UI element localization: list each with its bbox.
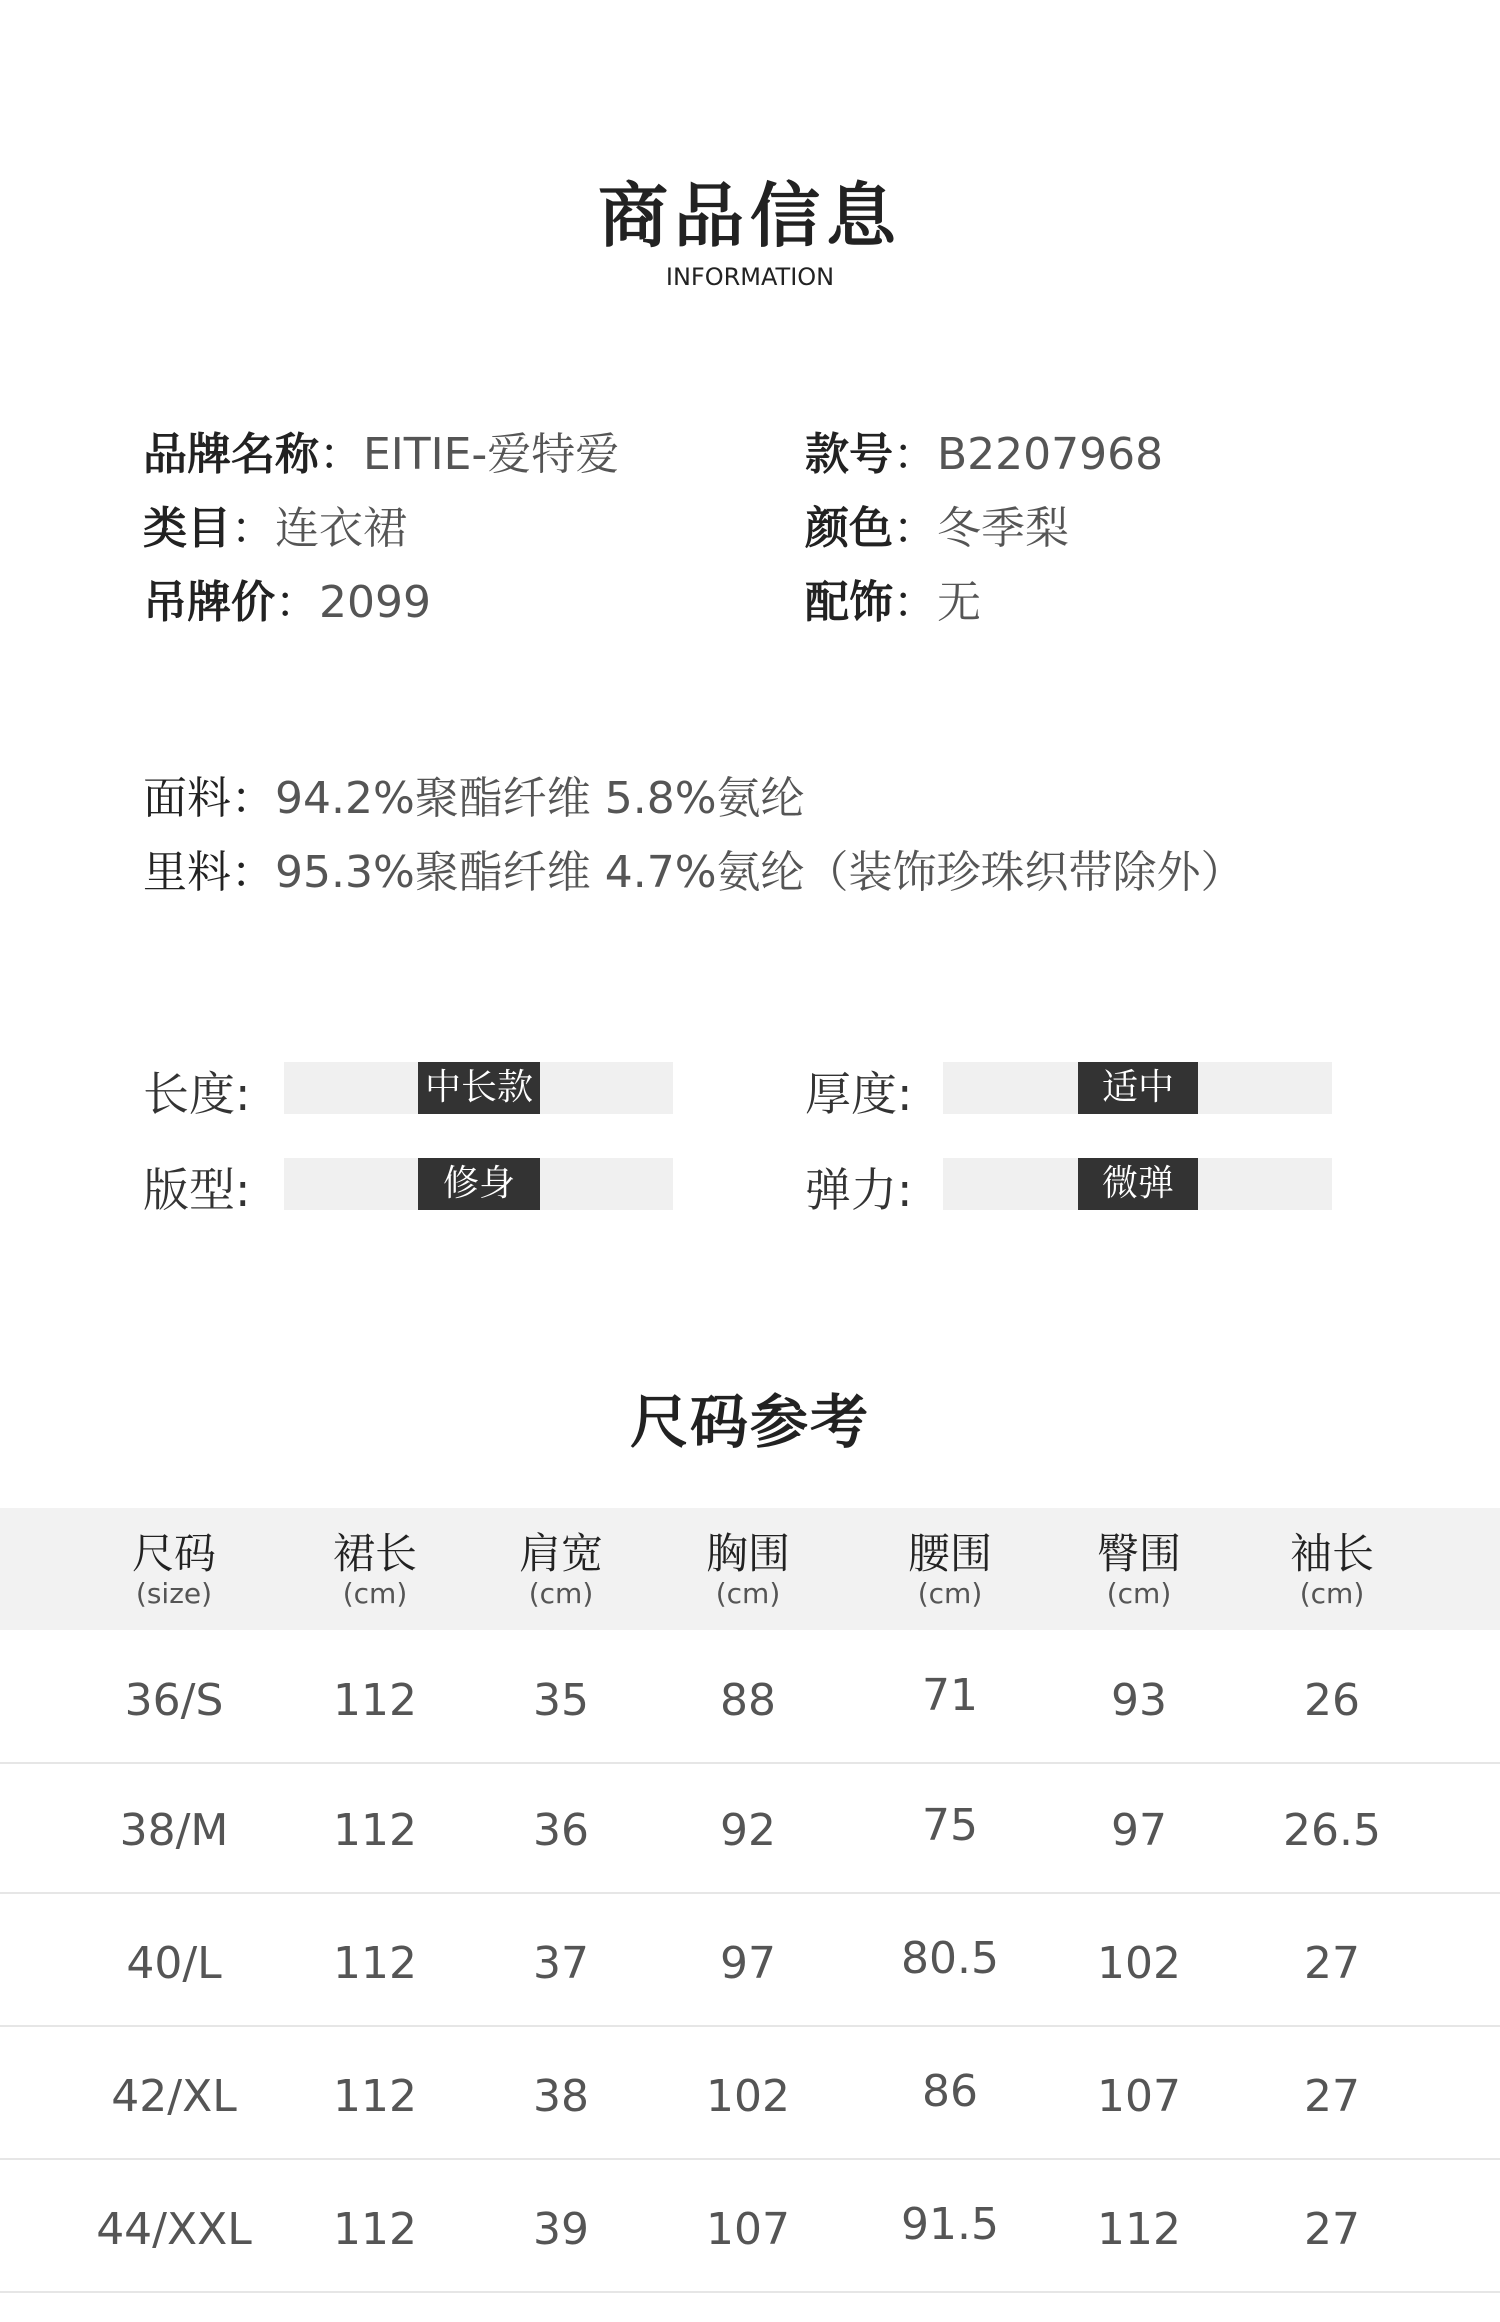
table-cell: 91.5	[901, 2199, 999, 2250]
color-row	[805, 492, 1069, 556]
table-cell: 75	[922, 1800, 978, 1851]
accessory-row	[805, 566, 981, 630]
table-cell: 107	[1097, 2071, 1181, 2122]
table-cell: 27	[1304, 1938, 1360, 1989]
fit-label: 版型	[143, 1163, 235, 1217]
style-no-value: B2207968	[937, 429, 1164, 480]
header-cell-bust	[658, 1530, 838, 1610]
lining-fabric-label: 里料	[143, 847, 231, 898]
section-header	[0, 160, 1500, 291]
header-label: 胸围	[705, 1529, 790, 1578]
table-cell: 26.5	[1283, 1805, 1381, 1856]
header-unit: (cm)	[528, 1577, 594, 1610]
outer-fabric-value: 94.2%聚酯纤维 5.8%氨纶	[275, 773, 805, 824]
table-cell: 92	[720, 1805, 776, 1856]
price-value: 2099	[319, 577, 431, 628]
price-label: 吊牌价	[143, 577, 275, 628]
table-cell: 36	[533, 1805, 589, 1856]
table-row	[0, 2026, 1500, 2160]
table-cell: 112	[333, 1675, 417, 1726]
colon: ：	[893, 429, 937, 480]
colon: :	[897, 1067, 913, 1121]
header-label: 尺码	[131, 1529, 216, 1578]
table-cell: 80.5	[901, 1933, 999, 1984]
header-cell-hip	[1049, 1530, 1229, 1610]
thickness-label-group	[805, 1058, 913, 1124]
header-unit: (cm)	[1106, 1577, 1172, 1610]
table-cell: 112	[333, 2204, 417, 2255]
table-cell: 40/L	[126, 1938, 222, 1989]
length-label-group	[143, 1058, 251, 1124]
lining-fabric-row	[143, 836, 1245, 900]
length-chip: 中长款	[418, 1062, 540, 1114]
table-row	[0, 2159, 1500, 2293]
table-cell: 39	[533, 2204, 589, 2255]
colon: :	[235, 1163, 251, 1217]
length-label: 长度	[143, 1067, 235, 1121]
thickness-chip: 适中	[1078, 1062, 1198, 1114]
colon: :	[235, 1067, 251, 1121]
table-cell: 97	[720, 1938, 776, 1989]
size-table-header	[0, 1508, 1500, 1630]
table-cell: 44/XXL	[96, 2204, 252, 2255]
table-cell: 88	[720, 1675, 776, 1726]
elasticity-label-group	[805, 1154, 913, 1220]
header-label: 袖长	[1289, 1529, 1374, 1578]
colon: ：	[231, 847, 275, 898]
category-label: 类目	[143, 503, 231, 554]
brand-label: 品牌名称	[143, 429, 319, 480]
thickness-label: 厚度	[805, 1067, 897, 1121]
size-chart-title: 尺码参考	[629, 1388, 870, 1456]
table-cell: 102	[1097, 1938, 1181, 1989]
header-cell-size	[84, 1530, 264, 1610]
colon: ：	[893, 577, 937, 628]
table-row	[0, 1630, 1500, 1764]
header-unit: (cm)	[342, 1577, 408, 1610]
table-cell: 112	[333, 1938, 417, 1989]
table-cell: 38	[533, 2071, 589, 2122]
color-label: 颜色	[805, 503, 893, 554]
fit-label-group	[143, 1154, 251, 1220]
table-cell: 107	[706, 2204, 790, 2255]
outer-fabric-label: 面料	[143, 773, 231, 824]
table-cell: 38/M	[119, 1805, 229, 1856]
header-label: 裙长	[332, 1529, 417, 1578]
lining-fabric-value: 95.3%聚酯纤维 4.7%氨纶（装饰珍珠织带除外）	[275, 847, 1245, 898]
table-row	[0, 1760, 1500, 1894]
table-cell: 27	[1304, 2204, 1360, 2255]
table-row	[0, 1893, 1500, 2027]
brand-row	[143, 418, 619, 482]
style-no-row	[805, 418, 1163, 482]
table-cell: 37	[533, 1938, 589, 1989]
colon: ：	[893, 503, 937, 554]
header-unit: (cm)	[917, 1577, 983, 1610]
header-label: 腰围	[907, 1529, 992, 1578]
outer-fabric-row	[143, 762, 805, 826]
table-cell: 26	[1304, 1675, 1360, 1726]
header-unit: (cm)	[715, 1577, 781, 1610]
header-unit: (cm)	[1299, 1577, 1365, 1610]
header-label: 肩宽	[518, 1529, 603, 1578]
price-row	[143, 566, 431, 630]
accessory-value: 无	[937, 577, 981, 628]
fit-chip: 修身	[418, 1158, 540, 1210]
accessory-label: 配饰	[805, 577, 893, 628]
elasticity-chip: 微弹	[1078, 1158, 1198, 1210]
table-cell: 112	[333, 1805, 417, 1856]
table-cell: 86	[922, 2066, 978, 2117]
header-cell-length	[285, 1530, 465, 1610]
colon: ：	[275, 577, 319, 628]
category-value: 连衣裙	[275, 503, 407, 554]
header-cell-waist	[860, 1530, 1040, 1610]
table-cell: 42/XL	[111, 2071, 237, 2122]
header-cell-shoulder	[471, 1530, 651, 1610]
color-value: 冬季梨	[937, 503, 1069, 554]
page-title: 商品信息	[598, 175, 902, 257]
header-cell-sleeve	[1242, 1530, 1422, 1610]
table-cell: 97	[1111, 1805, 1167, 1856]
table-cell: 36/S	[124, 1675, 224, 1726]
table-cell: 35	[533, 1675, 589, 1726]
style-no-label: 款号	[805, 429, 893, 480]
table-cell: 71	[922, 1670, 978, 1721]
table-cell: 112	[1097, 2204, 1181, 2255]
table-cell: 112	[333, 2071, 417, 2122]
header-unit: (size)	[135, 1577, 213, 1610]
elasticity-label: 弹力	[805, 1163, 897, 1217]
brand-value: EITIE-爱特爱	[363, 429, 620, 480]
page-subtitle: INFORMATION	[665, 263, 835, 291]
table-cell: 102	[706, 2071, 790, 2122]
header-label: 臀围	[1096, 1529, 1181, 1578]
table-cell: 93	[1111, 1675, 1167, 1726]
category-row	[143, 492, 407, 556]
colon: ：	[231, 773, 275, 824]
colon: ：	[231, 503, 275, 554]
table-cell: 27	[1304, 2071, 1360, 2122]
colon: ：	[319, 429, 363, 480]
colon: :	[897, 1163, 913, 1217]
